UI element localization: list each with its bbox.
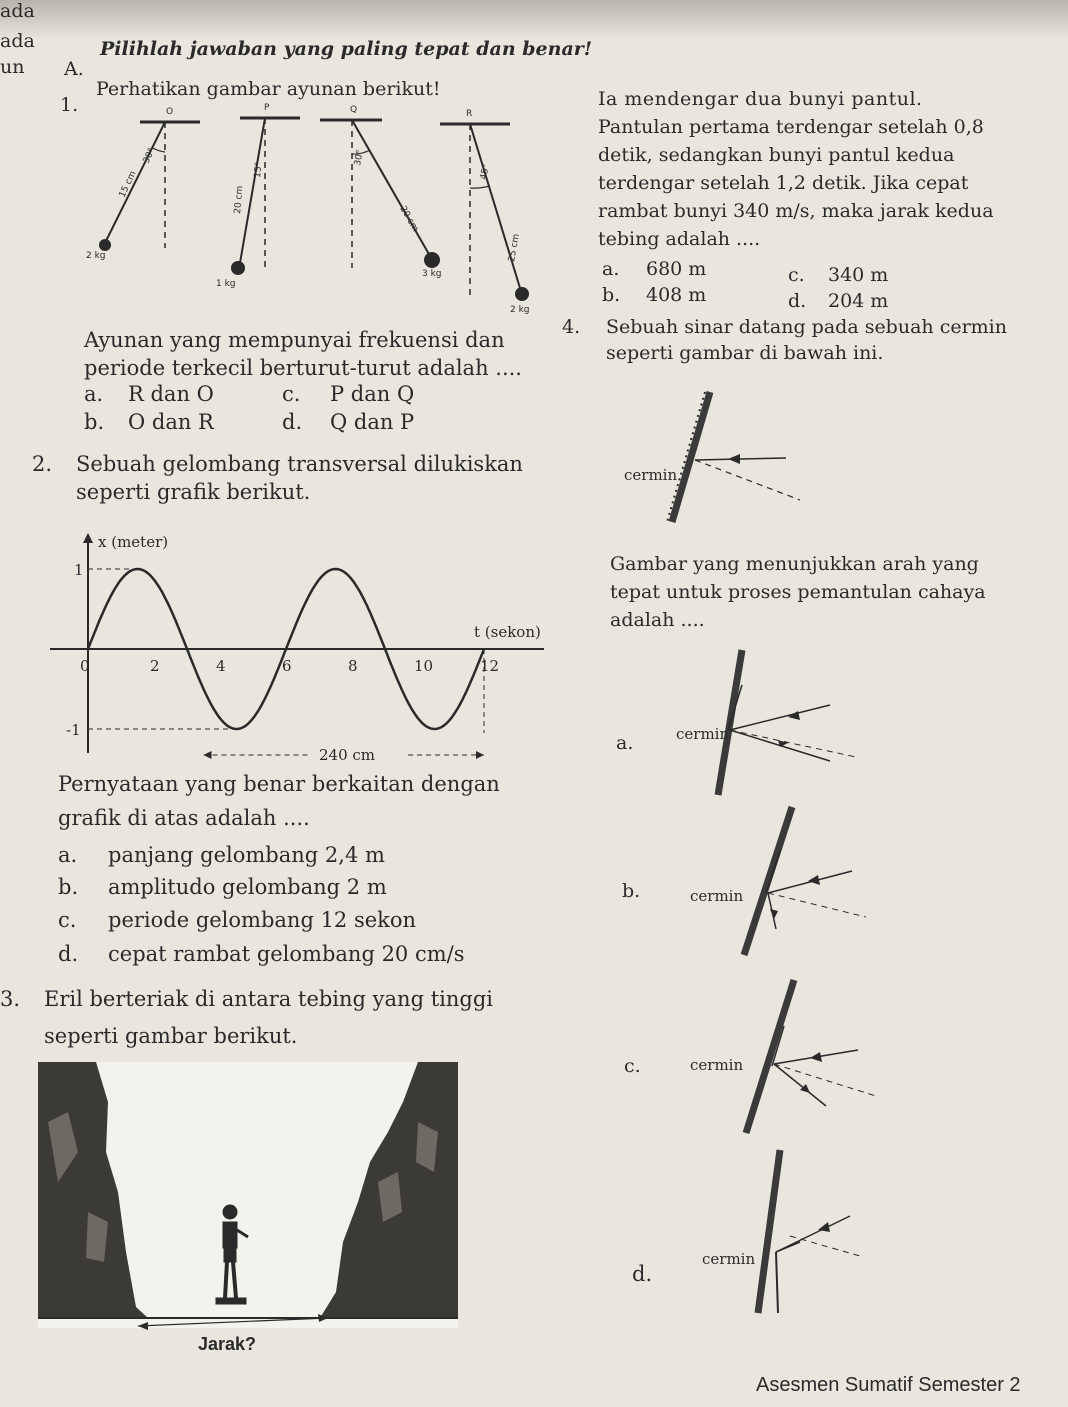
distance-label: Jarak? [198,1334,257,1354]
pendulum-o-label: O [166,107,174,117]
q3-option-b: 408 m [646,284,707,306]
q2-option-b: amplitudo gelombang 2 m [108,875,387,899]
mirror-option-b [680,805,880,965]
x-tick-label: 8 [348,657,358,675]
q2-number: 2. [32,452,53,476]
pendulum-p-label: P [264,103,270,113]
q3-option-b-key: b. [602,284,621,306]
pendulum-o-mass: 2 kg [86,251,106,261]
q2-option-b-key: b. [58,875,79,899]
q2-statement-line1: Pernyataan yang benar berkaitan dengan [58,772,500,796]
q3-text-line3: detik, sedangkan bunyi pantul kedua [598,144,955,166]
x-tick-label: 10 [414,657,434,675]
y-axis-arrow [83,533,93,543]
pendulum-o-length: 15 cm [117,169,139,200]
bob-r [515,287,529,301]
q4-question-line1: Gambar yang menunjukkan arah yang [610,553,979,575]
y-tick-label: 1 [74,561,84,579]
pendulum-figure [86,98,570,338]
mirror-option-c [680,978,880,1138]
q1-question-line1: Ayunan yang mempunyai frekuensi dan [84,328,505,352]
q3-option-c: 340 m [828,264,889,286]
q1-prompt: Perhatikan gambar ayunan berikut! [96,78,441,100]
q4-question-line2: tepat untuk proses pemantulan cahaya [610,581,986,603]
annotation-label: 240 cm [319,746,376,764]
margin-fragment: un [0,56,25,78]
q1-option-d: Q dan P [330,410,415,434]
q1-option-a-key: a. [84,382,104,406]
q2-line2: seperti grafik berikut. [76,480,311,504]
q4-number: 4. [562,316,581,338]
q2-option-d-key: d. [58,942,79,966]
q4-question-line3: adalah .... [610,609,705,631]
q3-text-line2: Pantulan pertama terdengar setelah 0,8 [598,116,984,138]
section-letter: A. [64,58,84,80]
q1-option-c: P dan Q [330,382,415,406]
mirror-label: cermin [624,466,678,484]
annotation-arrow-right [476,751,484,759]
q1-option-c-key: c. [282,382,301,406]
q1-option-b: O dan R [128,410,214,434]
pendulum-p-mass: 1 kg [216,279,236,289]
pendulum-r-length: 25 cm [507,233,522,263]
x-tick-label: 12 [480,657,500,675]
q2-option-d: cepat rambat gelombang 20 cm/s [108,942,465,966]
q3-line1: Eril berteriak di antara tebing yang tinggi [44,987,493,1011]
q1-option-b-key: b. [84,410,105,434]
mirror-figure-main [600,382,840,532]
mirror-label: cermin [690,1056,744,1074]
x-tick-label: 4 [216,657,226,675]
pendulum-r-mass: 2 kg [510,305,530,315]
q2-option-a-key: a. [58,843,78,867]
q3-number: 3. [0,987,21,1011]
q1-number: 1. [60,94,79,116]
q2-option-c-key: c. [58,908,77,932]
mirror-option-a [670,645,870,805]
cliff-figure [38,1062,458,1362]
bob-p [231,261,245,275]
mirror-option-d [690,1148,890,1318]
pendulum-r-label: R [466,109,473,119]
mirror-label: cermin [676,725,730,743]
q4-option-d-key[interactable]: d. [632,1262,653,1286]
q4-line2: seperti gambar di bawah ini. [606,342,884,364]
q3-option-d-key: d. [788,290,807,312]
pendulum-q-label: Q [350,105,358,115]
pendulum-q-length: 20 cm [397,204,421,234]
bob-q [424,252,440,268]
x-axis-label: t (sekon) [474,623,541,641]
q1-option-d-key: d. [282,410,303,434]
q3-option-c-key: c. [788,264,805,286]
mirror-label: cermin [690,887,744,905]
q2-line1: Sebuah gelombang transversal dilukiskan [76,452,523,476]
y-axis-label: x (meter) [98,533,169,551]
mirror-label: cermin [702,1250,756,1268]
pendulum-q-angle: 30° [353,149,366,167]
margin-fragment: ada [0,30,35,52]
annotation-arrow-left [204,751,212,759]
q2-option-a: panjang gelombang 2,4 m [108,843,385,867]
q1-question-line2: periode terkecil berturut-turut adalah .... [84,356,522,380]
margin-fragment: ada [0,0,35,22]
q3-option-a: 680 m [646,258,707,280]
x-tick-label: 0 [80,657,90,675]
q3-option-a-key: a. [602,258,620,280]
q3-line2: seperti gambar berikut. [44,1024,298,1048]
footer-text: Asesmen Sumatif Semester 2 [756,1374,1021,1396]
pendulum-r-angle: 45° [479,163,492,181]
q4-option-a-key[interactable]: a. [616,732,634,754]
q4-line1: Sebuah sinar datang pada sebuah cermin [606,316,1007,338]
y-tick-label: -1 [66,721,81,739]
q3-text-line6: tebing adalah .... [598,228,761,250]
q1-option-a: R dan O [128,382,214,406]
q3-text-line1: Ia mendengar dua bunyi pantul. [598,88,923,110]
pendulum-p-angle: 15° [253,161,265,179]
bob-o [99,239,111,251]
q4-option-b-key[interactable]: b. [622,880,641,902]
x-tick-label: 6 [282,657,292,675]
q2-option-c: periode gelombang 12 sekon [108,908,417,932]
q4-option-c-key[interactable]: c. [624,1055,641,1077]
pendulum-q-mass: 3 kg [422,269,442,279]
q3-text-line4: terdengar setelah 1,2 detik. Jika cepat [598,172,969,194]
page-shadow [0,0,1068,40]
q3-option-d: 204 m [828,290,889,312]
wave-chart [50,515,570,764]
x-tick-label: 2 [150,657,160,675]
section-instruction: Pilihlah jawaban yang paling tepat dan benar! [100,38,593,60]
pendulum-o-angle: 30° [141,146,158,166]
q3-text-line5: rambat bunyi 340 m/s, maka jarak kedua [598,200,994,222]
pendulum-p-length: 20 cm [233,185,246,215]
q2-statement-line2: grafik di atas adalah .... [58,806,310,830]
